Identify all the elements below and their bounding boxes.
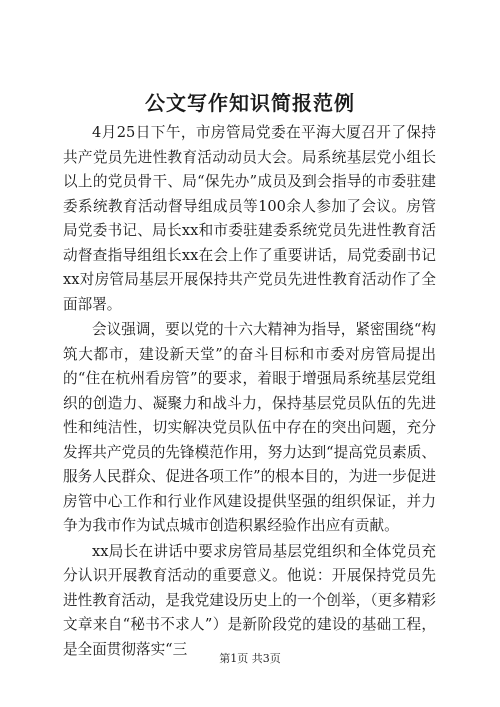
page-number-footer: 第1页 共3页 [219, 652, 281, 665]
paragraph-3: xx局长在讲话中要求房管局基层党组织和全体党员充分认识开展教育活动的重要意义。他说：开展保持党员先进性教育活动，是我党建设历史上的一个创举，（更多精彩文章来自“秘书不求人”）是新阶段党的建设的基础工程，是全面贯彻落实“三 [63, 542, 436, 658]
paragraph-1: 4月25日下午，市房管局党委在平海大厦召开了保持共产党员先进性教育活动动员大会。局系统基层党小组长以上的党员骨干、局“保先办”成员及到会指导的市委驻建委系统教育活动督导组成员等100余人参加了会议。房管局党委书记、局长xx和市委驻建委系统党员先进性教育活动督查指导组组长xx在会上作了重要讲话，局党委副书记xx对房管局基层开展保持共产党员先进性教育活动作了全面部署。 [63, 124, 436, 313]
paragraph-2: 会议强调，要以党的十六大精神为指导，紧密围绕“构筑大都市，建设新天堂”的奋斗目标和市委对房管局提出的“住在杭州看房管”的要求，着眼于增强局系统基层党组织的创造力、凝聚力和战斗力，保持基层党员队伍的先进性和纯洁性，切实解决党员队伍中存在的突出问题，充分发挥共产党员的先锋模范作用，努力达到“提高党员素质、服务人民群众、促进各项工作”的根本目的，为进一步促进房管中心工作和行业作风建设提供坚强的组织保证，并力争为我市作为试点城市创造积累经验作出应有贡献。 [63, 321, 436, 534]
document-body [63, 121, 436, 662]
document-title: 公文写作知识简报范例 [145, 91, 355, 115]
